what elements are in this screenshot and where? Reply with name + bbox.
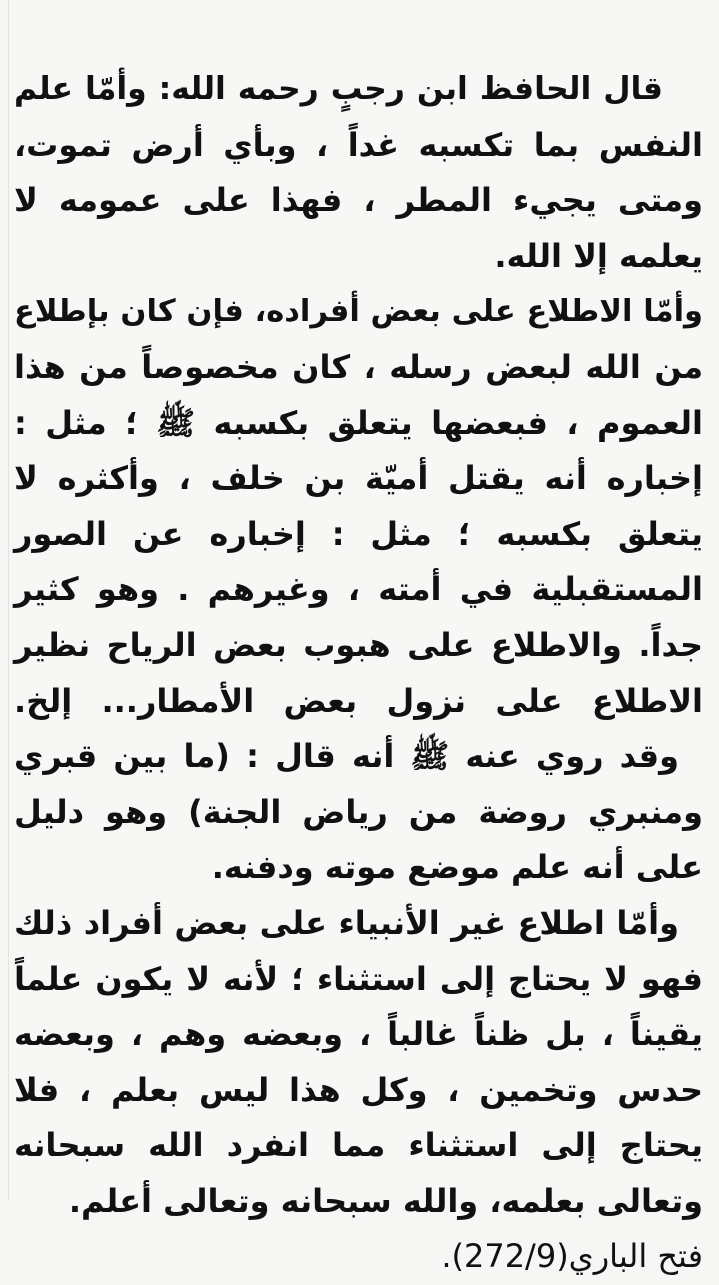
text-line: قال الحافظ ابن رجبٍ رحمه الله: وأمّا علم [14, 71, 663, 107]
text-line: فهو لا يحتاج إلى استثناء ؛ لأنه لا يكون علماً [14, 959, 703, 998]
text-line: وأمّا الاطلاع على بعض أفراده، فإن كان بإطلاع [14, 294, 703, 330]
margin-rule [8, 0, 9, 1200]
text-line: جداً. والاطلاع على هبوب بعض الرياح نظير [14, 625, 703, 664]
text-line: يعلمه إلا الله. [494, 236, 703, 275]
text-line: ومنبري روضة من رياض الجنة) وهو دليل [14, 792, 703, 831]
text-line: إخباره أنه يقتل أميّة بن خلف ، وأكثره لا [14, 459, 703, 498]
text-line: يقيناً ، بل ظناً غالباً ، وبعضه وهم ، وبعضه [14, 1015, 703, 1054]
source-citation: فتح الباري(272/9). [441, 1237, 703, 1276]
arabic-text-body [14, 62, 703, 1285]
text-line: وأمّا اطلاع غير الأنبياء على بعض أفراد ذلك [14, 903, 679, 942]
text-line: يتعلق بكسبه ؛ مثل : إخباره عن الصور [14, 514, 703, 553]
text-line: على أنه علم موضع موته ودفنه. [211, 848, 703, 887]
text-line: وتعالى بعلمه، والله سبحانه وتعالى أعلم. [68, 1181, 703, 1220]
text-line: المستقبلية في أمته ، وغيرهم . وهو كثير [14, 570, 703, 609]
text-line: ومتى يجيء المطر ، فهذا على عمومه لا [14, 181, 703, 220]
text-line: يحتاج إلى استثناء مما انفرد الله سبحانه [14, 1126, 703, 1165]
text-line: العموم ، فبعضها يتعلق بكسبه ﷺ ؛ مثل : [14, 403, 703, 442]
text-line: النفس بما تكسبه غداً ، وبأي أرض تموت، [14, 125, 703, 164]
text-line: الاطلاع على نزول بعض الأمطار... إلخ. [14, 681, 703, 720]
text-line: من الله لبعض رسله ، كان مخصوصاً من هذا [14, 347, 703, 386]
text-line: حدس وتخمين ، وكل هذا ليس بعلم ، فلا [14, 1070, 703, 1109]
text-line: وقد روي عنه ﷺ أنه قال : (ما بين قبري [14, 737, 679, 776]
